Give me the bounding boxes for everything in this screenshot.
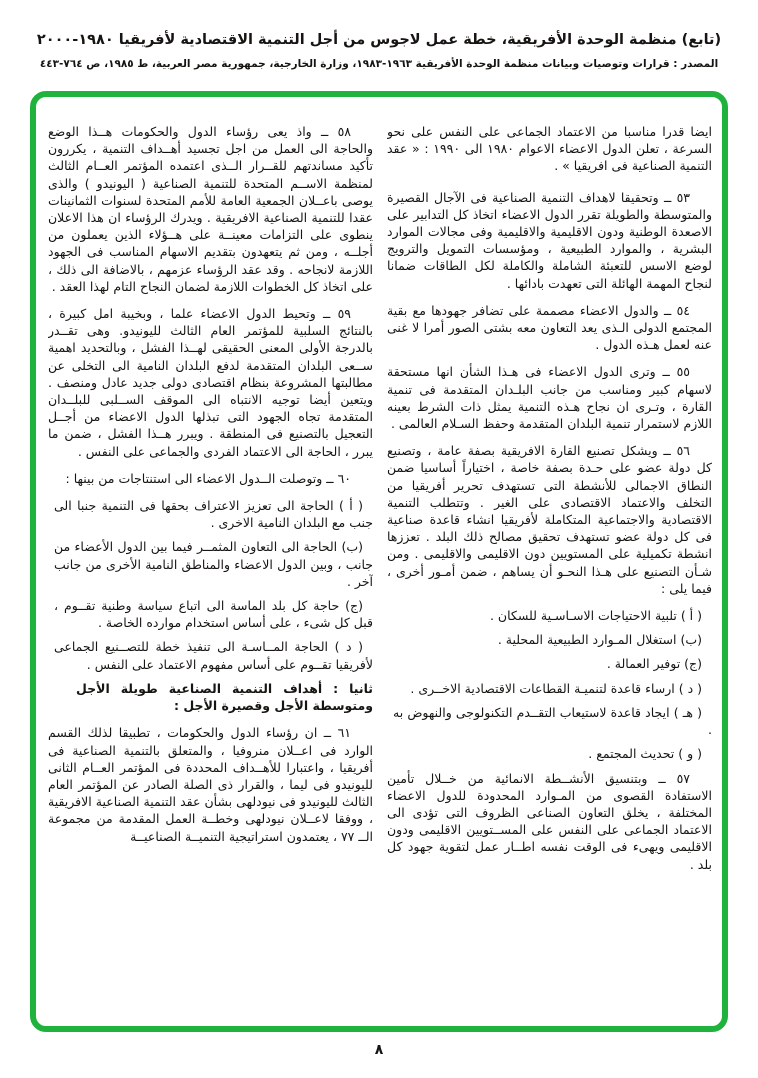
list-item-j: (ج) توفير العمالة . xyxy=(606,656,702,672)
two-column-layout xyxy=(36,97,722,1026)
list-item-w: ( و ) تحديث المجتمع . xyxy=(588,746,702,762)
paragraph-54: ٥٤ ــ والدول الاعضاء مصممة على تضافر جهودها مع بقية المجتمع الدولى الـذى يعد التعاون معه بشتى الصور أمرا لا غنى عنه لعمل هـذه الدول . xyxy=(387,302,712,353)
conclusion-item-d: ( د ) الحاجة المــاسـة الى تنفيذ خطة للتصــنيع الجماعى لأفريقيا تقــوم على أساس مفهوم الاعتماد على النفس . xyxy=(54,639,373,672)
conclusion-item-j: (ج) حاجة كل بلد الماسة الى اتباع سياسة وطنية تقــوم ، قبل كل شىء ، على أساس استخدام موارده الخاصة . xyxy=(54,598,373,631)
paragraph-57: ٥٧ ــ وبتنسيق الأنشــطة الانمائية من خــلال تأمين الاستفادة القصوى من المـوارد المحدودة للدول الاعضاء المختلفة ، يخلق التعاون الصناعى الظروف التى تؤدى الى الاعتماد الجماعى على النفس على المســتويين الاقليمى ودون الاقليمى ويهىء فى الوقت نفسه اطــار عمل لتقوية جهود كل بلد . xyxy=(387,770,712,872)
conclusion-item-a: ( أ ) الحاجة الى تعزيز الاعتراف بحقها فى التنمية جنبا الى جنب مع البلدان النامية الاخرى . xyxy=(54,498,373,531)
source-citation: المصدر : قرارات وتوصيات وبيانات منظمة الوحدة الأفريقية ١٩٦٣-١٩٨٣، وزارة الخارجية، جمهورية مصر العربية، ط ١٩٨٥، ص ٧٦٤-٤٤٣ xyxy=(39,58,719,71)
list-item-d: ( د ) ارساء قاعدة لتنميـة القطاعات الاقتصادية الاخــرى . xyxy=(410,680,702,696)
paragraph-56: ٥٦ ــ ويشكل تصنيع القارة الافريقية بصفة عامة ، وتصنيع كل دولة عضو على حـدة بصفة خاصة ، اختياراً أساسيا ضمن النطاق الاجمالى للأنشطة التى تستهدف تحرير أفريقيا من التخلف والاعتماد الاقتصادى على الغير . وتتطلب التنمية الاقتصادية والاجتماعية المتكاملة لأفريقيا انشاء قاعدة صناعية فى كل دولة عضو تستهدف تحقيق مصالح ذلك البلد . تعززها انشطة تكميلية على المستويين دون الاقليمى والاقليمى . ومن شـأن التصنيع على هـذا النحـو أن يساهم ، ضمن أمـور أخرى ، فيما يلى : xyxy=(387,443,712,596)
page-header xyxy=(0,0,758,72)
paragraph-52-continuation: ايضا قدرا مناسبا من الاعتماد الجماعى على النفس على نحو السرعة ، تعلن الدول الاعضاء الاعوام ١٩٨٠ الى ١٩٩٠ : « عقد التنمية الصناعية فى افريقيا » . xyxy=(387,124,712,174)
paragraph-60: ٦٠ ــ وتوصلت الــدول الاعضاء الى استنتاجات من بينها : xyxy=(65,470,351,486)
paragraph-59: ٥٩ ــ وتحيط الدول الاعضاء علما ، وبخيبة امل كبيرة ، بالنتائج السلبية للمؤتمر العام الثالث لليونيدو. وهى تقــدر بالدرجة الأولى المعنى الحقيقى لهــذا الفشل ، وبالتحديد اهمية ســعى البلدان المتقدمة لدفع البلدان النامية الى التخلى عن مطالبتها المشروعة بنظام اقتصادى دولى جديد عادل ومنصف . ويتعين أيضا توجيه الانتباه الى الموقف الســلبى للبلــدان المتقدمة تجاه الجهود التى تبذلها الدول الاعضاء من أجــل التعجيل بالتصنيع فى المنطقة . ويبرر هــذا الفشل ، ضمن ما يبرر ، الحاجة الى الاعتماد الفردى والجماعى على النفس . xyxy=(48,306,373,459)
list-item-a: ( أ ) تلبية الاحتياجات الاسـاسـية للسكان . xyxy=(489,608,702,624)
column-left xyxy=(48,123,373,1016)
conclusion-item-b: (ب) الحاجة الى التعاون المثمــر فيما بين الدول الأعضاء من جانب ، وبين الدول الاعضاء والمناطق النامية الأخرى من جانب آخر . xyxy=(54,539,373,589)
section-heading-thaniyan: ثانيا : أهداف التنمية الصناعية طويلة الأجل ومتوسطة الأجل وقصيرة الأجل : xyxy=(76,680,373,714)
paragraph-61: ٦١ ــ ان رؤساء الدول والحكومات ، تطبيقا لذلك القسم الوارد فى اعــلان منروفيا ، والمتعلق بالتنمية الصناعية فى أفريقيا ، واعتبارا للأهــداف المحددة فى المؤتمر العــام الثانى لليونيدو فى ليما ، والقرار ذى الصلة الصادر عن المؤتمر العام الثالث لليونيدو فى نيودلهى بشأن عقد التنمية الصناعية الافريقية ، ووفقا لاعــلان نيودلهى وخطــة العمل المقدمة من مجموعة الــ ٧٧ ، يعتمدون استراتيجية التنميــة الصناعيــة xyxy=(48,725,373,844)
paragraph-53: ٥٣ ــ وتحقيقا لاهداف التنمية الصناعية فى الآجال القصيرة والمتوسطة والطويلة تقرر الدول الاعضاء اتخاذ كل التدابير على الاصعدة الوطنية ودون الاقليمية والاقليمية وفى مجالات الموارد البشرية ، والموارد الطبيعية ، ومؤسسات التمويل والترويج لوضع الاسس للتعبئة الشاملة والكاملة لكل الطاقات ضمانا لنجاح المهمة الهائلة التى تعهدت بادائها . xyxy=(387,189,712,291)
list-item-h: ( هـ ) ايجاد قاعدة لاستيعاب التقــدم التكنولوجى والنهوض به . xyxy=(393,704,712,738)
paragraph-55: ٥٥ ــ وترى الدول الاعضاء فى هـذا الشأن انها مستحقة لاسهام كبير ومناسب من جانب البلـدان المتقدمة فى تنمية القارة ، وتـرى ان نجاح هـذه التنمية يمثل ذات الشرط بعينه اللازم لاستمرار تنمية البلدان المتقدمة وحفظ السـلام العالمى . xyxy=(387,364,712,432)
document-border-frame xyxy=(30,91,728,1032)
page-number: ٨ xyxy=(374,1042,384,1058)
paragraph-58: ٥٨ ــ واذ يعى رؤساء الدول والحكومات هــذا الوضع والحاجة الى العمل من اجل تجسيد أهــداف التنمية ، يكررون تأكيد مساندتهم للقــرار الــذى اعتمده المؤتمر العــام الثالث لمنظمة الاســم المتحدة للتنمية الصناعية ( اليونيدو ) والذى يوصى باعــلان الجمعية العامة للأمم المتحدة لسنوات الثمانينات عقدا للتنمية الصناعية الافريقية . ويدرك الرؤساء ان هذا الاعلان ينطوى على التزامات معينــة على هــؤلاء الذين يعملون من أجلــه ، ومن ثم يتعهدون بتقديم الاسهام المناسب فى الجهود اللازمة لانجاحه . وقد عقد الرؤساء عزمهم ، بالاضافة الى ذلك ، على اتخاذ كل الخطوات اللازمة لضمان النجاح التام لهذا العقد . xyxy=(48,124,373,294)
document-title: (تابع) منظمة الوحدة الأفريقية، خطة عمل لاجوس من أجل التنمية الاقتصادية لأفريقيا ١٩٨٠-٢٠٠٠ xyxy=(36,32,722,48)
list-item-b: (ب) استغلال المـوارد الطبيعية المحلية . xyxy=(497,632,702,648)
column-right xyxy=(387,123,712,1016)
